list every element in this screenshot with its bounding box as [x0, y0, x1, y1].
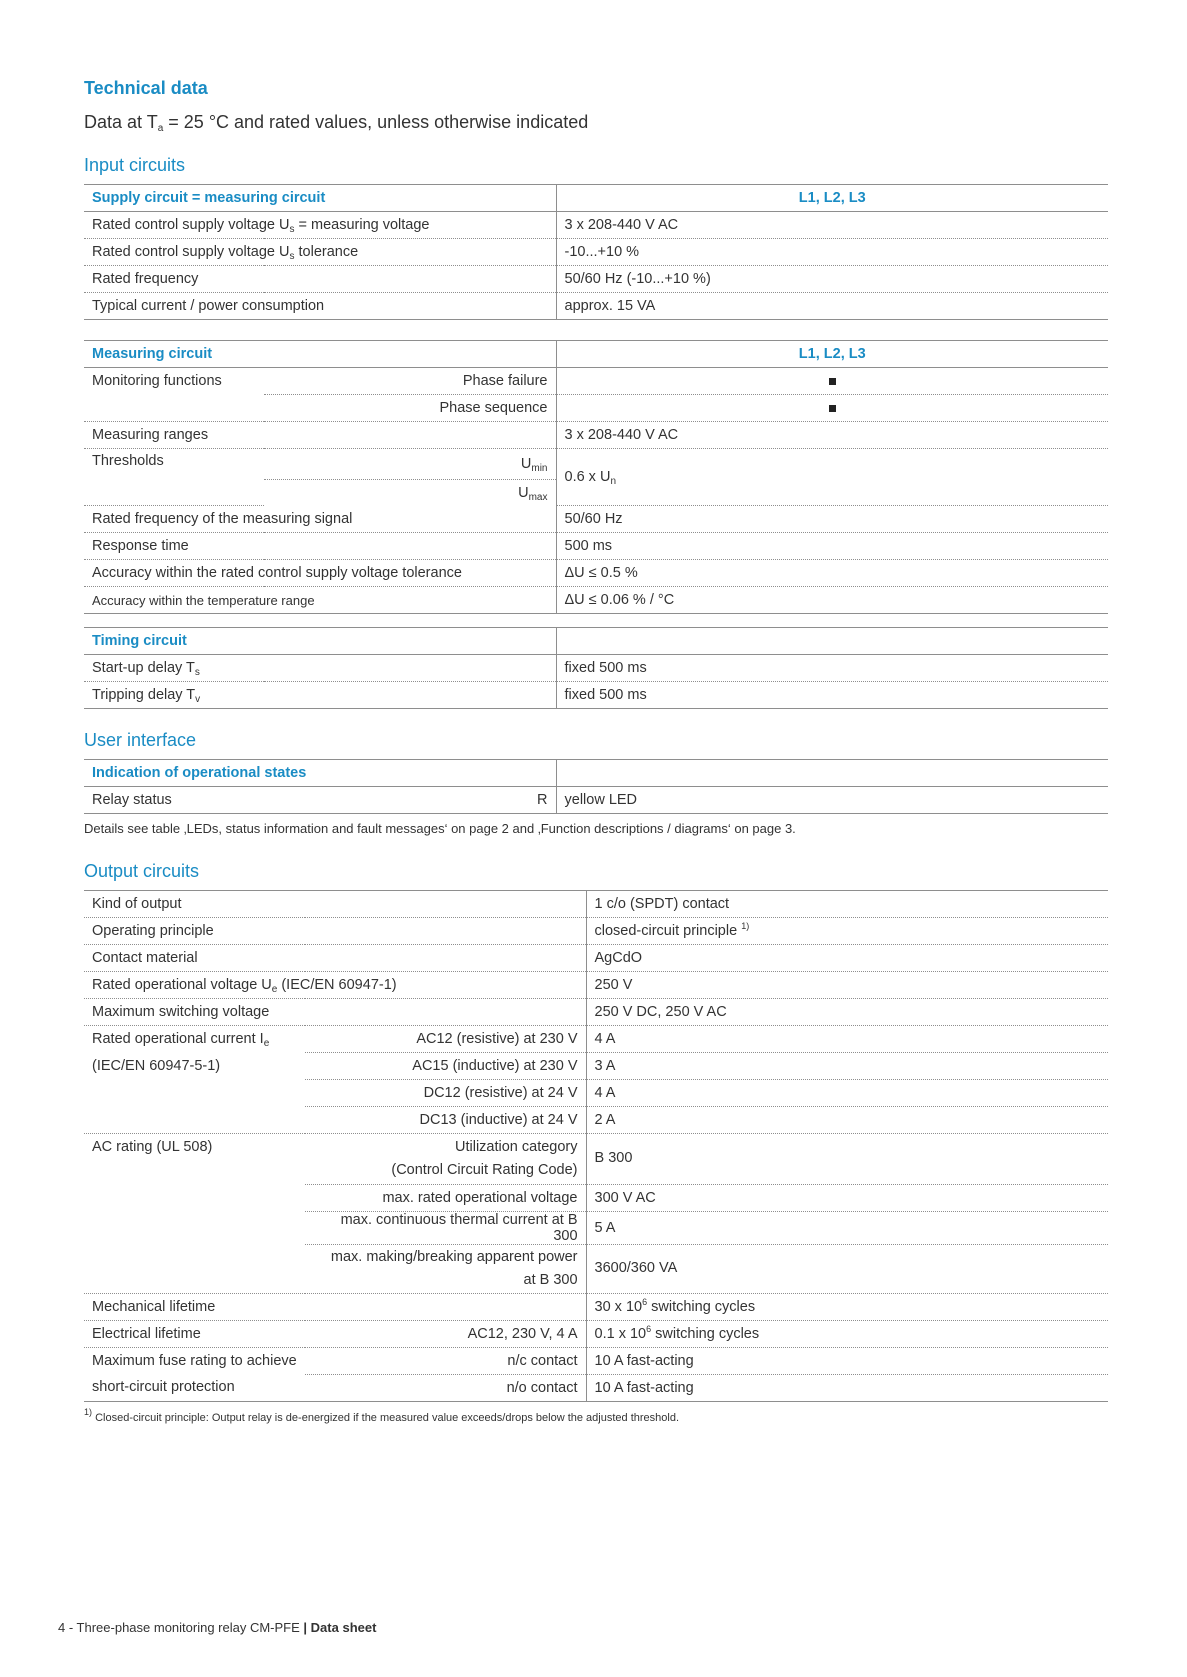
page-subtitle: Data at $T_a = 25$ °C and rated values, unless otherwise indicated [84, 112, 589, 134]
table-row: Accuracy within the rated control supply voltage tolerance ΔU ≤ 0.5 % [84, 560, 1108, 587]
table-header: Indication of operational states [84, 760, 1108, 787]
table-row: $U_{max}$ [84, 479, 1108, 506]
page-title: Technical data [84, 78, 208, 98]
supply-circuit-table [84, 184, 1108, 320]
output-circuits-table [84, 890, 1108, 1402]
table-row: Accuracy within the temperature range ΔU ≤ 0.06 % / °C [84, 587, 1108, 614]
details-note: Details see table ‚LEDs, status information and fault messages‘ on page 2 and ‚Function descriptions / diagrams‘ on page 3. [84, 821, 796, 836]
table-row: Mechanical lifetime 30 x $10^6$ switching cycles [84, 1293, 1108, 1320]
table-row: Contact material AgCdO [84, 945, 1108, 972]
table-row: Relay status R yellow LED [84, 787, 1108, 814]
measuring-circuit-table [84, 340, 1108, 614]
table-header: Timing circuit [84, 628, 1108, 655]
table-row: Typical current / power consumption approx. 15 VA [84, 293, 1108, 320]
table-row: Rated frequency 50/60 Hz (-10...+10 %) [84, 266, 1108, 293]
table-row: max. making/breaking apparent power at B 300 3600/360 VA [84, 1244, 1108, 1293]
table-row: Electrical lifetime AC12, 230 V, 4 A 0.1 x $10^6$ switching cycles [84, 1320, 1108, 1347]
table-header: Measuring circuit L1, L2, L3 [84, 341, 1108, 368]
table-row: DC12 (resistive) at 24 V 4 A [84, 1080, 1108, 1107]
table-row: Operating principle closed-circuit principle $^{1)}$ [84, 918, 1108, 945]
page-footer: 4 - Three-phase monitoring relay CM-PFE | Data sheet [58, 1620, 377, 1635]
table-row: max. continuous thermal current at B 300 5 A [84, 1211, 1108, 1244]
user-interface-heading: User interface [84, 730, 197, 750]
output-circuits-heading: Output circuits [84, 861, 200, 881]
table-row: Thresholds $U_{min}$ 0.6 x $U_n$ [84, 449, 1108, 480]
table-header: Supply circuit = measuring circuit L1, L2, L3 [84, 185, 1108, 212]
table-row: Monitoring functions Phase failure [84, 368, 1108, 395]
table-row: max. rated operational voltage 300 V AC [84, 1184, 1108, 1211]
datasheet-page [84, 76, 1108, 1428]
table-row: (IEC/EN 60947-5-1) AC15 (inductive) at 230 V 3 A [84, 1053, 1108, 1080]
table-row: Phase sequence [84, 395, 1108, 422]
user-interface-table [84, 759, 1108, 814]
table-row: short-circuit protection n/o contact 10 A fast-acting [84, 1374, 1108, 1401]
checked-square-icon [829, 378, 836, 385]
table-row: Maximum fuse rating to achieve n/c contact 10 A fast-acting [84, 1347, 1108, 1374]
table-row: Rated operational current $I_e$ AC12 (resistive) at 230 V 4 A [84, 1026, 1108, 1053]
table-row: Rated operational voltage $U_e$ (IEC/EN 60947-1) 250 V [84, 972, 1108, 999]
checked-square-icon [829, 405, 836, 412]
table-row: Measuring ranges 3 x 208-440 V AC [84, 422, 1108, 449]
input-circuits-heading: Input circuits [84, 155, 186, 175]
table-row: Maximum switching voltage 250 V DC, 250 V AC [84, 999, 1108, 1026]
table-row: Rated frequency of the measuring signal 50/60 Hz [84, 506, 1108, 533]
table-row: Tripping delay $T_v$ fixed 500 ms [84, 682, 1108, 709]
table-row: Rated control supply voltage $U_s$ = measuring voltage 3 x 208-440 V AC [84, 212, 1108, 239]
footnote: $^{1)}$ Closed-circuit principle: Output relay is de-energized if the measured value exceeds/drops below the adjusted threshold. [84, 1406, 680, 1424]
table-row: DC13 (inductive) at 24 V 2 A [84, 1107, 1108, 1134]
table-row: AC rating (UL 508) Utilization category (Control Circuit Rating Code) B 300 [84, 1134, 1108, 1185]
table-row: Kind of output 1 c/o (SPDT) contact [84, 891, 1108, 918]
table-row: Start-up delay $T_s$ fixed 500 ms [84, 655, 1108, 682]
table-row: Rated control supply voltage $U_s$ tolerance -10...+10 % [84, 239, 1108, 266]
table-row: Response time 500 ms [84, 533, 1108, 560]
timing-circuit-table [84, 627, 1108, 709]
